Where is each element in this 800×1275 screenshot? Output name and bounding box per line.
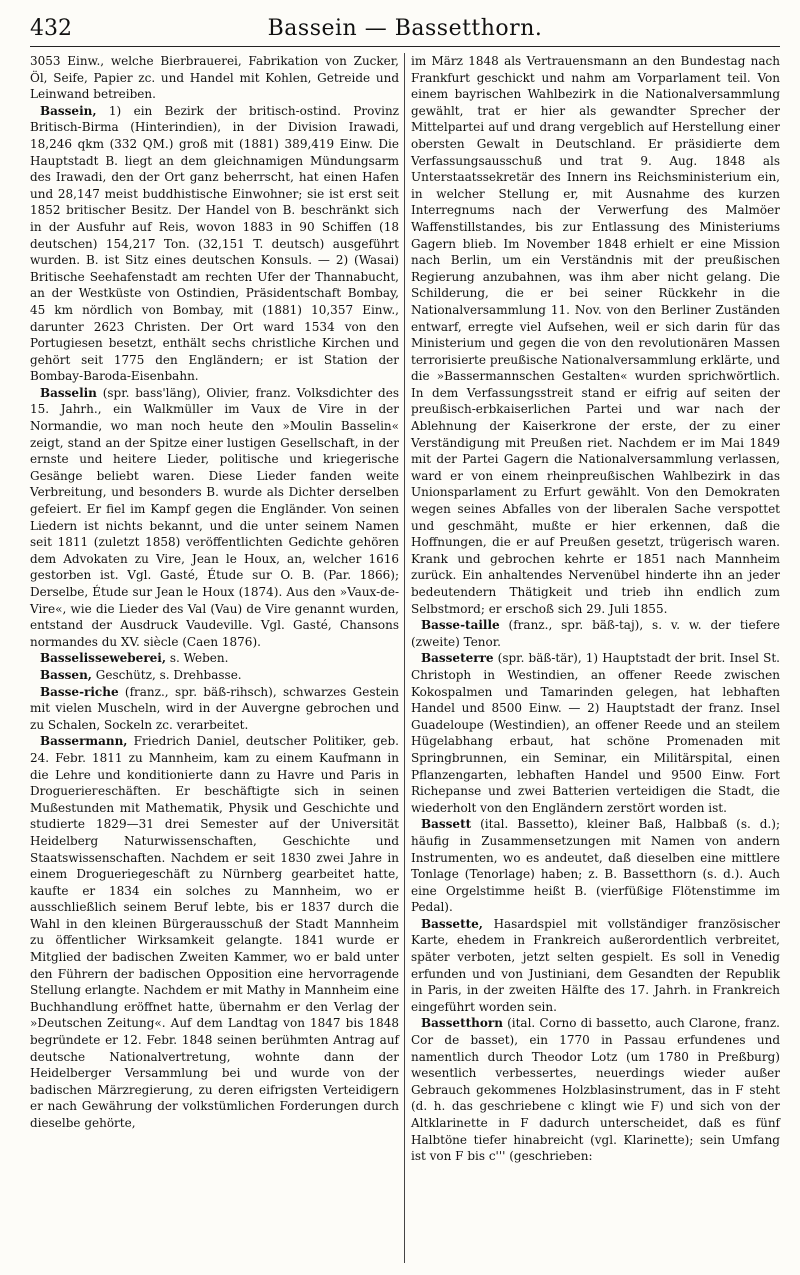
entry-headword: Basselisseweberei, xyxy=(40,651,167,666)
text-columns xyxy=(30,53,780,1165)
entry-text: 1) ein Bezirk der britisch-ostind. Provinz Britisch-Birma (Hinterindien), in der Division Irawadi, 18,246 qkm (332 QM.) groß mit (1881) 389,419 Einw. Die Hauptstadt B. liegt an dem gleichnamigen Mündungsarm des Irawadi, den der Ort ganz beherrscht, hat einen Hafen und 28,147 meist buddhistische Einwohner; sie ist erst seit 1852 britischer Besitz. Der Handel von B. beschränkt sich in der Ausfuhr auf Reis, wovon 1883 in 90 Schiffen (18 deutschen) 154,217 Ton. (32,151 T. deutsch) ausgeführt wurden. B. ist Sitz eines deutschen Konsuls. — 2) (Wasai) Britische Seehafenstadt am rechten Ufer der Thannabucht, an der Westküste von Ostindien, Präsidentschaft Bombay, 45 km nördlich von Bombay, mit (1881) 10,357 Einw., darunter 2623 Christen. Der Ort ward 1534 von den Portugiesen besetzt, enthält sechs christliche Kirchen und gehört seit 1775 den Engländern; er ist Station der Bombay-Baroda-Eisenbahn. xyxy=(30,103,399,384)
entry-text: (spr. bass'läng), Olivier, franz. Volksdichter des 15. Jahrh., ein Walkmüller im Vaux de Vire in der Normandie, wo man noch heute den »Moulin Basselin« zeigt, stand an der Spitze einer lustigen Gesellschaft, in der ernste und heitere Lieder, politische und kriegerische Gesänge beliebt waren. Diese Lieder fanden weite Verbreitung, und besonders B. wurde als Dichter derselben gefeiert. Er fiel im Kampf gegen die Engländer. Von seinen Liedern ist nichts bekannt, und die unter seinem Namen seit 1811 (zuletzt 1858) veröffentlichten Gedichte gehören dem Advokaten zu Vire, Jean le Houx, an, welcher 1616 gestorben ist. Vgl. Gasté, Étude sur O. B. (Par. 1866); Derselbe, Étude sur Jean le Houx (1874). Aus den »Vaux-de-Vire«, wie die Lieder des Val (Vau) de Vire genannt wurden, entstand der Ausdruck Vaudeville. Vgl. Gasté, Chansons normandes du XV. siècle (Caen 1876). xyxy=(30,385,399,649)
entry-headword: Basse-riche xyxy=(40,684,119,699)
entry xyxy=(30,53,399,103)
entry xyxy=(411,650,780,816)
entry xyxy=(411,916,780,1016)
entry-text: (franz., spr. bäß-taj), s. v. w. der tiefere (zweite) Tenor. xyxy=(411,618,780,649)
entry-headword: Bassetthorn xyxy=(421,1016,503,1031)
entry xyxy=(30,385,399,651)
entry-text: (spr. bäß-tär), 1) Hauptstadt der brit. Insel St. Christoph in Westindien, an offener Reede zwischen Kokospalmen und Tamarinden gelegen, hat lebhaften Handel und 8500 Einw. — 2) Hauptstadt der franz. Insel Guadeloupe (Westindien), an offener Reede und an steilem Hügelabhang erbaut, hat schöne Promenaden mit Springbrunnen, ein Seminar, ein Militärspital, einen Pflanzengarten, lebhaften Handel und 9500 Einw. Fort Richepanse und zwei Batterien verteidigen die Stadt, die wiederholt von den Engländern zerstört worden ist. xyxy=(411,651,780,815)
entry-text: Hasardspiel mit vollständiger französischer Karte, ehedem in Frankreich außerordentlich verbreitet, später verboten, jetzt selten gespielt. Es soll in Venedig erfunden und von Justiniani, dem Gesandten der Republik in Paris, in der zweiten Hälfte des 17. Jahrh. in Frankreich eingeführt worden sein. xyxy=(411,916,780,1014)
entry-headword: Bassett xyxy=(421,817,472,832)
entry-text: (ital. Bassetto), kleiner Baß, Halbbaß (s. d.); häufig in Zusammensetzungen mit Namen von andern Instrumenten, wo es andeutet, daß dieselben eine mittlere Tonlage (Tenorlage) haben; z. B. Bassetthorn (s. d.). Auch eine Orgelstimme heißt B. (vierfüßige Flötenstimme im Pedal). xyxy=(411,817,780,915)
entry-text: im März 1848 als Vertrauensmann an den Bundestag nach Frankfurt geschickt und nahm am Vorparlament teil. Von einem bayrischen Wahlbezirk in die Nationalversammlung gewählt, trat er hier als gewandter Sprecher der Mittelpartei auf und drang vergeblich auf Herstellung einer obersten Gewalt in Deutschland. Er präsidierte dem Verfassungsausschuß und trat 9. Aug. 1848 als Unterstaatssekretär des Innern ins Reichsministerium ein, in welcher Stellung er, mit Ausnahme des kurzen Interregnums nach der Verwerfung des Malmöer Waffenstillstandes, bis zur Entlassung des Ministeriums Gagern blieb. Im November 1848 erhielt er eine Mission nach Berlin, um ein Verständnis mit der preußischen Regierung anzubahnen, was ihm aber nicht gelang. Die Schilderung, die er bei seiner Rückkehr in die Nationalversammlung 11. Nov. von den Berliner Zuständen entwarf, erregte viel Aufsehen, weil er sich darin für das Ministerium und gegen die von den revolutionären Massen terrorisierte preußische Nationalversammlung erklärte, und die »Bassermannschen Gestalten« wurden sprichwörtlich. In dem Verfassungsstreit stand er eifrig auf seiten der preußisch-erbkaiserlichen Partei und war nach der Ablehnung der Kaiserkrone der erste, der zu einer Verständigung mit Preußen riet. Nachdem er im Mai 1849 mit der Partei Gagern die Nationalversammlung verlassen, ward er von einem rheinpreußischen Wahlbezirk in das Unionsparlament zu Erfurt gewählt. Von den Demokraten wegen seines Abfalles von der liberalen Sache verspottet und geschmäht, mußte er hier erkennen, daß die Hoffnungen, die er auf Preußen gesetzt, trügerisch waren. Krank und gebrochen kehrte er 1851 nach Mannheim zurück. Ein anhaltendes Nervenübel hinderte ihn an jeder bedeutendern Thätigkeit und trieb ihn endlich zum Selbstmord; er erschoß sich 29. Juli 1855. xyxy=(411,54,780,616)
entry xyxy=(30,650,399,667)
left-column xyxy=(30,53,399,1165)
entry-headword: Bassette, xyxy=(421,916,483,931)
entry xyxy=(30,684,399,734)
page-header xyxy=(30,12,780,47)
entry-text: Friedrich Daniel, deutscher Politiker, geb. 24. Febr. 1811 zu Mannheim, kam zu einem Kaufmann in die Lehre und konditionierte dann zu Havre und Paris in Droguerieгeschäften. Er beschäftigte sich in seinen Mußestunden mit Mathematik, Physik und Geschichte und studierte 1829—31 drei Semester auf der Universität Heidelberg Naturwissenschaften, Geschichte und Staatswissenschaften. Nachdem er seit 1830 zwei Jahre in einem Drogueriegeschäft zu Nürnberg gearbeitet hatte, kaufte er 1834 ein solches zu Mannheim, wo er ausschließlich seinem Beruf lebte, bis er 1837 durch die Wahl in den kleinen Bürgerausschuß der Stadt Mannheim zu öffentlicher Wirksamkeit gelangte. 1841 wurde er Mitglied der badischen Zweiten Kammer, wo er bald unter den Führern der badischen Opposition eine hervorragende Stellung erlangte. Nachdem er mit Mathy in Mannheim eine Buchhandlung eröffnet hatte, übernahm er den Verlag der »Deutschen Zeitung«. Auf dem Landtag von 1847 bis 1848 begründete er 12. Febr. 1848 seinen berühmten Antrag auf deutsche Nationalvertretung, wohnte dann der Heidelberger Versammlung bei und wurde von der badischen Märzregierung, zu deren eifrigsten Verteidigern er nach Gewährung der volkstümlichen Forderungen durch dieselbe gehörte, xyxy=(30,734,399,1130)
entry xyxy=(30,103,399,385)
entry-headword: Bassermann, xyxy=(40,734,128,749)
entry-text: (franz., spr. bäß-rihsch), schwarzes Gestein mit vielen Muscheln, wird in der Auvergne gebrochen und zu Schalen, Sockeln zc. verarbeitet. xyxy=(30,684,399,732)
entry-text: s. Weben. xyxy=(166,651,229,666)
entry xyxy=(411,1015,780,1164)
entry xyxy=(411,53,780,617)
entry-text: Geschütz, s. Drehbasse. xyxy=(91,667,242,682)
entry-headword: Basseterre xyxy=(421,651,494,666)
right-column xyxy=(411,53,780,1165)
page-number: 432 xyxy=(30,16,72,41)
column-divider xyxy=(404,53,405,1263)
entry-headword: Bassein, xyxy=(40,103,97,118)
entry-headword: Bassen, xyxy=(40,667,92,682)
entry xyxy=(411,816,780,916)
entry xyxy=(30,733,399,1131)
running-head: Bassein — Bassetthorn. xyxy=(267,16,543,41)
entry xyxy=(411,617,780,650)
entry-text: 3053 Einw., welche Bierbrauerei, Fabrikation von Zucker, Öl, Seife, Papier zc. und Handel mit Kohlen, Getreide und Leinwand betreiben. xyxy=(30,54,399,102)
entry-text: (ital. Corno di bassetto, auch Clarone, franz. Cor de basset), ein 1770 in Passau erfundenes und namentlich durch Theodor Lotz (um 1780 in Preßburg) wesentlich verbessertes, neuerdings wieder außer Gebrauch gekommenes Holzblasinstrument, das in F steht (d. h. das geschriebene c klingt wie F) und sich von der Altklarinette in F dadurch unterscheidet, daß es fünf Halbtöne tiefer hinabreicht (vgl. Klarinette); sein Umfang ist von F bis c''' (geschrieben: xyxy=(411,1016,780,1164)
entry xyxy=(30,667,399,684)
entry-headword: Basse-taille xyxy=(421,618,500,633)
entry-headword: Basselin xyxy=(40,385,97,400)
